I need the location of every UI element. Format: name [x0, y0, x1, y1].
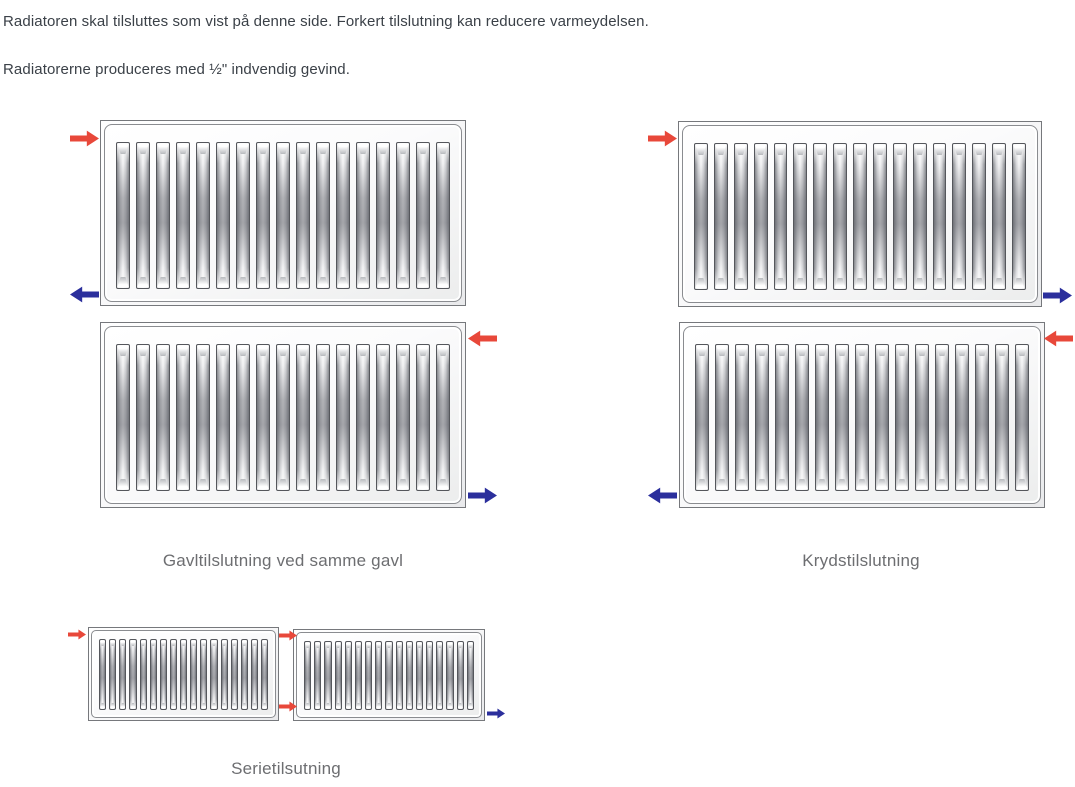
radiator-fin	[365, 641, 372, 710]
radiator-panel	[296, 632, 482, 718]
radiator-fin	[140, 639, 147, 710]
radiator-fin	[813, 143, 827, 290]
radiator-fin	[755, 344, 769, 491]
radiator-fin	[156, 344, 170, 491]
radiator-fin	[714, 143, 728, 290]
radiator-fin	[176, 344, 190, 491]
radiator-fin	[231, 639, 238, 710]
radiator-fin	[276, 344, 290, 491]
supply-arrow-icon	[68, 629, 86, 640]
radiator-fin	[160, 639, 167, 710]
radiator-fin	[150, 639, 157, 710]
radiator-fin	[170, 639, 177, 710]
return-arrow-icon	[648, 487, 677, 504]
return-arrow-icon	[70, 286, 99, 303]
radiator-fin	[276, 142, 290, 289]
radiator-fin	[116, 142, 130, 289]
radiator-fin	[1012, 143, 1026, 290]
radiator-fin	[992, 143, 1006, 290]
radiator-fin	[933, 143, 947, 290]
radiator-fin	[376, 344, 390, 491]
radiator-fin	[895, 344, 909, 491]
radiator-fin	[855, 344, 869, 491]
radiator-fin	[296, 344, 310, 491]
radiator-fin	[116, 344, 130, 491]
radiator-fin	[196, 344, 210, 491]
radiator-fin	[955, 344, 969, 491]
radiator-fin	[715, 344, 729, 491]
radiator-fins	[297, 633, 481, 717]
radiator-panel	[104, 124, 462, 302]
radiator-fin	[694, 143, 708, 290]
radiator-fin	[406, 641, 413, 710]
radiator-fin	[396, 641, 403, 710]
radiator-fin	[180, 639, 187, 710]
radiator-fin	[261, 639, 268, 710]
radiator-fin	[316, 142, 330, 289]
radiator-fin	[875, 344, 889, 491]
radiator-illustration	[679, 322, 1045, 508]
radiator-fin	[853, 143, 867, 290]
radiator-fin	[1015, 344, 1029, 491]
radiator-fin	[136, 142, 150, 289]
radiator-fin	[99, 639, 106, 710]
radiator-fin	[356, 142, 370, 289]
radiator-fin	[436, 344, 450, 491]
radiator-fin	[196, 142, 210, 289]
radiator-fin	[129, 639, 136, 710]
diagram-caption: Serietilsutning	[231, 759, 341, 778]
radiator-fin	[467, 641, 474, 710]
radiator-fin	[236, 142, 250, 289]
radiator-fin	[833, 143, 847, 290]
radiator-fin	[356, 344, 370, 491]
radiator-fin	[815, 344, 829, 491]
radiator-fin	[975, 344, 989, 491]
radiator-fin	[376, 142, 390, 289]
radiator-fins	[92, 631, 275, 717]
radiator-fin	[304, 641, 311, 710]
radiator-fin	[336, 344, 350, 491]
radiator-fin	[754, 143, 768, 290]
radiator-fin	[336, 142, 350, 289]
radiator-fin	[793, 143, 807, 290]
radiator-fin	[156, 142, 170, 289]
radiator-fin	[935, 344, 949, 491]
diagram-caption: Gavltilslutning ved samme gavl	[162, 551, 404, 570]
radiator-fin	[375, 641, 382, 710]
radiator-fin	[735, 344, 749, 491]
radiator-fin	[873, 143, 887, 290]
radiator-fin	[913, 143, 927, 290]
radiator-fin	[416, 641, 423, 710]
radiator-fin	[416, 344, 430, 491]
radiator-illustration	[100, 322, 466, 508]
radiator-illustration	[678, 121, 1042, 307]
radiator-fin	[316, 344, 330, 491]
return-arrow-icon	[1043, 287, 1072, 304]
supply-arrow-icon	[648, 130, 677, 147]
radiator-fin	[256, 344, 270, 491]
radiator-panel	[683, 326, 1041, 504]
radiator-panel	[91, 630, 276, 718]
diagram-caption: Krydstilslutning	[802, 551, 920, 570]
radiator-fin	[385, 641, 392, 710]
radiator-fin	[457, 641, 464, 710]
radiator-fin	[314, 641, 321, 710]
radiator-panel	[104, 326, 462, 504]
radiator-fin	[296, 142, 310, 289]
radiator-fin	[221, 639, 228, 710]
supply-arrow-icon	[70, 130, 99, 147]
radiator-fin	[324, 641, 331, 710]
radiator-fin	[734, 143, 748, 290]
return-arrow-icon	[468, 487, 497, 504]
radiator-panel	[682, 125, 1038, 303]
radiator-fin	[251, 639, 258, 710]
radiator-fin	[200, 639, 207, 710]
radiator-fin	[190, 639, 197, 710]
radiator-fin	[176, 142, 190, 289]
radiator-illustration	[293, 629, 485, 721]
radiator-fin	[972, 143, 986, 290]
radiator-fin	[241, 639, 248, 710]
radiator-fin	[775, 344, 789, 491]
radiator-fin	[774, 143, 788, 290]
radiator-fin	[915, 344, 929, 491]
radiator-fin	[995, 344, 1009, 491]
radiator-fin	[893, 143, 907, 290]
radiator-fins	[683, 126, 1037, 302]
radiator-fin	[835, 344, 849, 491]
radiator-fin	[210, 639, 217, 710]
radiator-fin	[396, 344, 410, 491]
radiator-fin	[695, 344, 709, 491]
supply-arrow-icon	[1044, 330, 1073, 347]
return-arrow-icon	[487, 708, 505, 719]
radiator-fin	[109, 639, 116, 710]
radiator-illustration	[88, 627, 279, 721]
radiator-illustration	[100, 120, 466, 306]
radiator-fin	[355, 641, 362, 710]
radiator-fin	[396, 142, 410, 289]
radiator-fin	[436, 142, 450, 289]
radiator-fin	[436, 641, 443, 710]
radiator-fins	[684, 327, 1040, 503]
intro-text-line2: Radiatorerne produceres med ½" indvendig gevind.	[3, 61, 351, 78]
radiator-fin	[216, 142, 230, 289]
intro-text-line1: Radiatoren skal tilsluttes som vist på denne side. Forkert tilslutning kan reducere varmeydelsen.	[3, 13, 649, 30]
radiator-fin	[216, 344, 230, 491]
radiator-fin	[119, 639, 126, 710]
radiator-fin	[446, 641, 453, 710]
radiator-fin	[136, 344, 150, 491]
radiator-fins	[105, 327, 461, 503]
supply-arrow-icon	[468, 330, 497, 347]
radiator-fin	[256, 142, 270, 289]
radiator-fin	[335, 641, 342, 710]
radiator-fin	[952, 143, 966, 290]
radiator-fin	[795, 344, 809, 491]
radiator-fins	[105, 125, 461, 301]
radiator-fin	[416, 142, 430, 289]
radiator-fin	[426, 641, 433, 710]
radiator-fin	[236, 344, 250, 491]
radiator-fin	[345, 641, 352, 710]
